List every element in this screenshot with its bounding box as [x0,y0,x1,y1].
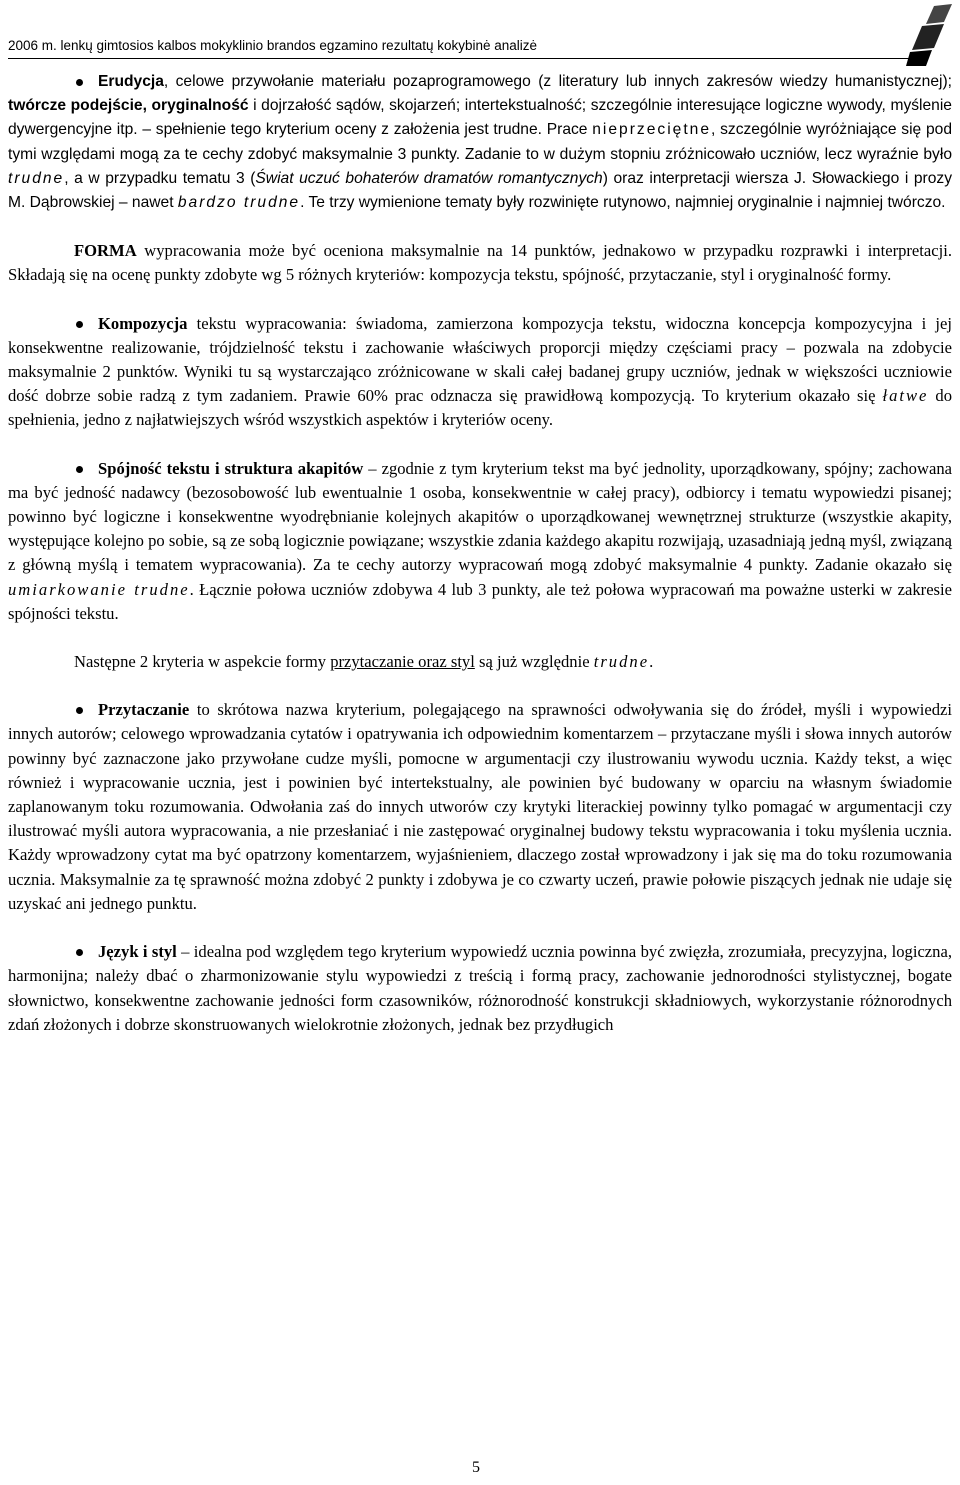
bullet-icon [76,466,83,473]
paragraph-forma: FORMA wypracowania może być oceniona maksymalnie na 14 punktów, jednakowo w przypadku rozprawki i interpretacji. Składają się na ocenę punkty zdobyte wg 5 różnych kryteriów: kompozycja tekstu, spójność, przytaczanie, styl i oryginalność formy. [8,241,952,285]
paragraph-jezyk: Język i styl – idealna pod względem tego kryterium wypowiedź ucznia powinna być zwięzła, zrozumiała, precyzyjna, logiczna, harmonijna; należy dbać o zharmonizowanie stylu wypowiedzi z treścią i formą pracy, zachowanie jednorodności stylistycznej, bogate słownictwo, konsekwentne zachowanie jedności form czasowników, różnorodność konstrukcji składniowych, wykorzystanie różnorodnych zdań złożonych i dobrze skonstruowanych wielokrotnie złożonych, jednak bez przydługich [8,942,952,1034]
paragraph-przytaczanie: Przytaczanie to skrótowa nazwa kryterium, polegającego na sprawności odwoływania się do źródeł, myśli i wypowiedzi innych autorów; celowego wprowadzania cytatów i opatrywania ich odpowiednim komentarzem – przytaczane myśli i słowa innych autorów powinny być zaznaczone jako przywołane cudze myśli, pomocne w argumentacji czy ilustrowaniu wywodu ucznia. Każdy tekst, a więc również i wypracowanie ucznia, jest i powinien być intertekstualny, ale powinien być budowany w oparciu na własnym świadomie zaplanowanym toku rozumowania. Odwołania zaś do innych utworów czy krytyki literackiej powinny tylko pomagać w argumentacji czy ilustrować myśli autora wypracowania, a nie przesłaniać i nie zastępować oryginalnej budowy tekstu wypracowania i toku myślenia ucznia. Każdy wprowadzony cytat ma być opatrzony komentarzem, wyjaśnieniem, dlaczego został wprowadzony i jak się ma do toku rozumowania ucznia. Maksymalnie za tę sprawność można zdobyć 2 punkty i zdobywa je co czwarty uczeń, prawie połowie piszących jednak nie udaje się uzyskać ani jednego punktu. [8,700,952,913]
paragraph-kompozycja: Kompozycja tekstu wypracowania: świadoma, zamierzona kompozycja tekstu, widoczna koncepcja kompozycyjna i jej konsekwentne realizowanie, trójdzielność tekstu i zachowanie właściwych proporcji między częściami pracy – pozwala na zdobycie maksymalnie 2 punktów. Wyniki tu są wystarczająco zróżnicowane w skali całej badanej grupy uczniów, jednak w większości uczniowie dość dobrze sobie radzą z tym zadaniem. Prawie 60% prac odznacza się prawidłową kompozycją. To kryterium okazało się łatwe do spełnienia, jedno z najłatwiejszych wśród wszystkich aspektów i kryteriów oceny. [8,313,952,430]
header-title: 2006 m. lenkų gimtosios kalbos mokyklinio brandos egzamino rezultatų kokybinė analizė [8,38,538,53]
page-number: 5 [472,1459,480,1476]
bullet-icon [76,321,83,328]
bullet-icon [76,707,83,714]
logo-icon [904,2,956,68]
bullet-icon [76,949,83,956]
bullet-icon [76,79,83,86]
paragraph-erudycja: Erudycja, celowe przywołanie materiału pozaprogramowego (z literatury lub innych zakresów wiedzy humanistycznej); twórcze podejście, oryginalność i dojrzałość sądów, skojarzeń; intertekstualność; szczególnie interesujące logiczne wywody, myślenie dywergencyjne itp. – spełnienie tego kryterium oceny z założenia jest trudne. Prace nieprzeciętne, szczególnie wyróżniające się pod tymi względami mogą za te cechy zdobyć maksymalnie 3 punkty. Zadanie to w dużym stopniu zróżnicowało uczniów, lecz wyraźnie było trudne, a w przypadku tematu 3 (Świat uczuć bohaterów dramatów romantycznych) oraz interpretacji wiersza J. Słowackiego i prozy M. Dąbrowskiej – nawet bardzo trudne. Te trzy wymienione tematy były rozwinięte rutynowo, najmniej oryginalnie i najmniej twórczo. [8,73,952,212]
paragraph-nastepne: Następne 2 kryteria w aspekcie formy przytaczanie oraz styl są już względnie trudne. [74,652,654,672]
header-rule [8,58,916,59]
page-content [8,70,952,1037]
paragraph-spojnosc: Spójność tekstu i struktura akapitów – zgodnie z tym kryterium tekst ma być jednolity, uporządkowany, spójny; zachowana ma być jedność nadawcy (bezosobowość lub ewentualnie 1 osoba, konsekwentnie w całej pracy), odbiorcy i tematu wypowiedzi pisanej; powinno być logiczne i konsekwentne wyodrębnianie kolejnych akapitów o uporządkowanej wewnętrznej strukturze (wszystkie akapity, występujące kolejno po sobie, są ze sobą logicznie powiązane; wszystkie zdania każdego akapitu rozwijają, uzasadniają jedną myśl, związaną z główną myślą i tematem wypracowania). Za te cechy autorzy wypracowań mogą zdobyć maksymalnie 4 punkty. Zadanie okazało się umiarkowanie trudne. Łącznie połowa uczniów zdobywa 4 lub 3 punkty, ale też połowa wypracowań ma poważne usterki w zakresie spójności tekstu. [8,458,952,623]
page-header [8,38,956,53]
